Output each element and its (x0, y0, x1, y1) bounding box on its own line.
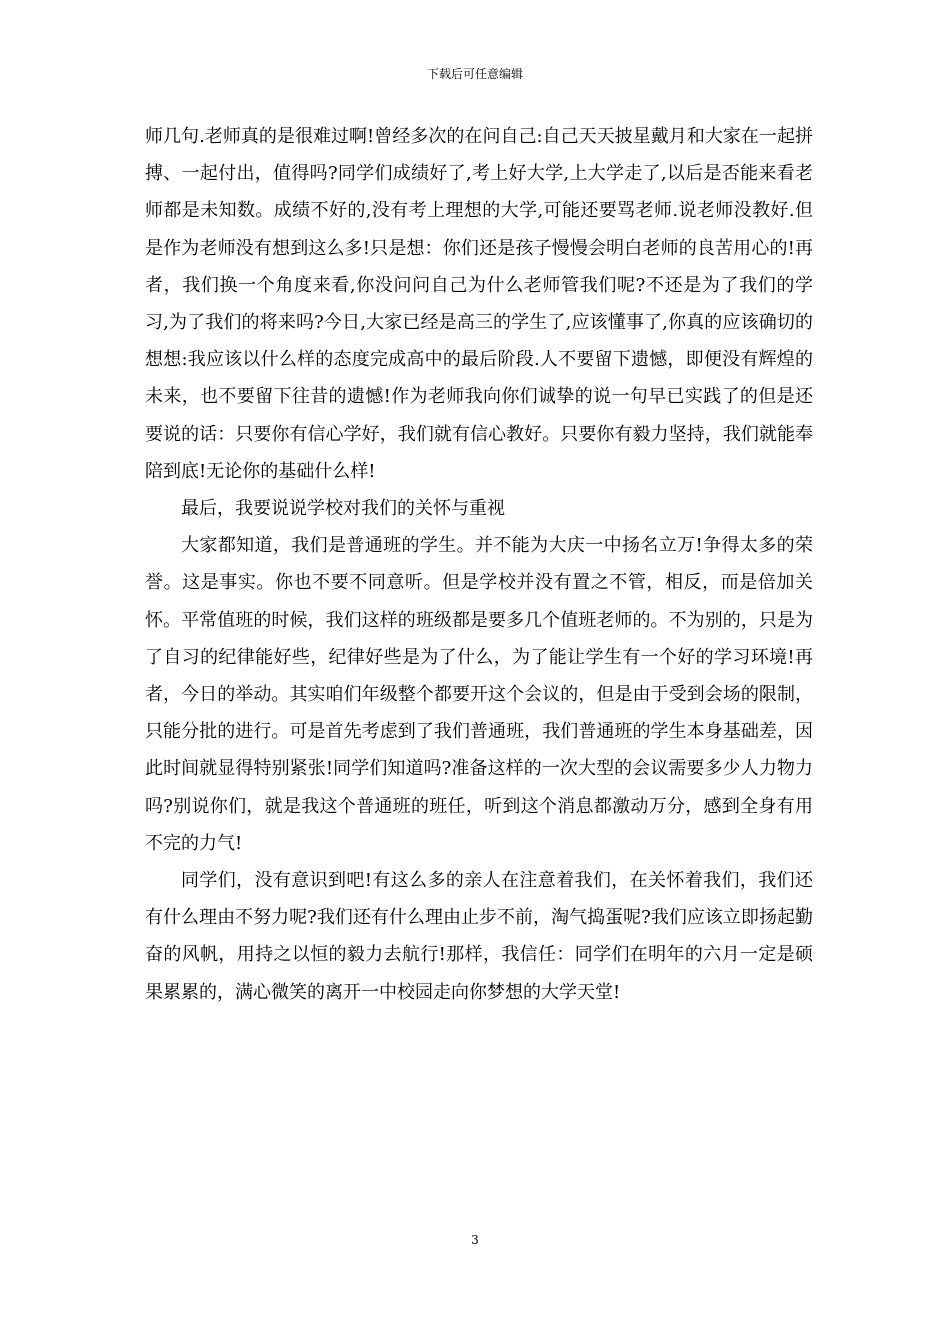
page-header: 下载后可任意编辑 (426, 67, 523, 81)
paragraph-school-care: 大家都知道，我们是普通班的学生。并不能为大庆一中扬名立万!争得太多的荣誉。这是事实。你也不要不同意听。但是学校并没有置之不管，相反，而是倍加关怀。平常值班的时候，我们这样的班级都是要多几个值班老师的。不为别的，只是为了自习的纪律能好些，纪律好些是为了什么，为了能让学生有一个好的学习环境!再者，今日的举动。其实咱们年级整个都要开这个会议的，但是由于受到会场的限制，只能分批的进行。可是首先考虑到了我们普通班，我们普通班的学生本身基础差，因此时间就显得特别紧张!同学们知道吗?准备这样的一次大型的会议需要多少人力物力吗?别说你们，就是我这个普通班的班任，听到这个消息都激动万分，感到全身有用不完的力气! (145, 535, 813, 854)
page-number: 3 (471, 1233, 479, 1247)
paragraph-continuation: 师几句.老师真的是很难过啊!曾经多次的在问自己:自己天天披星戴月和大家在一起拼搏、一起付出，值得吗?同学们成绩好了,考上好大学,上大学走了,以后是否能来看老师都是未知数。成绩不好的,没有考上理想的大学,可能还要骂老师.说老师没教好.但是作为老师没有想到这么多!只是想：你们还是孩子慢慢会明白老师的良苦用心的!再者，我们换一个角度来看,你没问问自己为什么老师管我们呢?不还是为了我们的学习,为了我们的将来吗?今日,大家已经是高三的学生了,应该懂事了,你真的应该确切的想想:我应该以什么样的态度完成高中的最后阶段.人不要留下遗憾，即便没有辉煌的未来，也不要留下往昔的遗憾!作为老师我向你们诚挚的说一句早已实践了的但是还要说的话：只要你有信心学好，我们就有信心教好。只要你有毅力坚持，我们就能奉陪到底!无论你的基础什么样! (145, 126, 813, 482)
paragraph-section-heading: 最后，我要说说学校对我们的关怀与重视 (181, 498, 505, 520)
paragraph-conclusion: 同学们，没有意识到吧!有这么多的亲人在注意着我们，在关怀着我们，我们还有什么理由不努力呢?我们还有什么理由止步不前，淘气捣蛋呢?我们应该立即扬起勤奋的风帆，用持之以恒的毅力去航行!那样，我信任：同学们在明年的六月一定是硕果累累的，满心微笑的离开一中校园走向你梦想的大学天堂! (145, 870, 813, 1003)
document-body (145, 118, 813, 1011)
